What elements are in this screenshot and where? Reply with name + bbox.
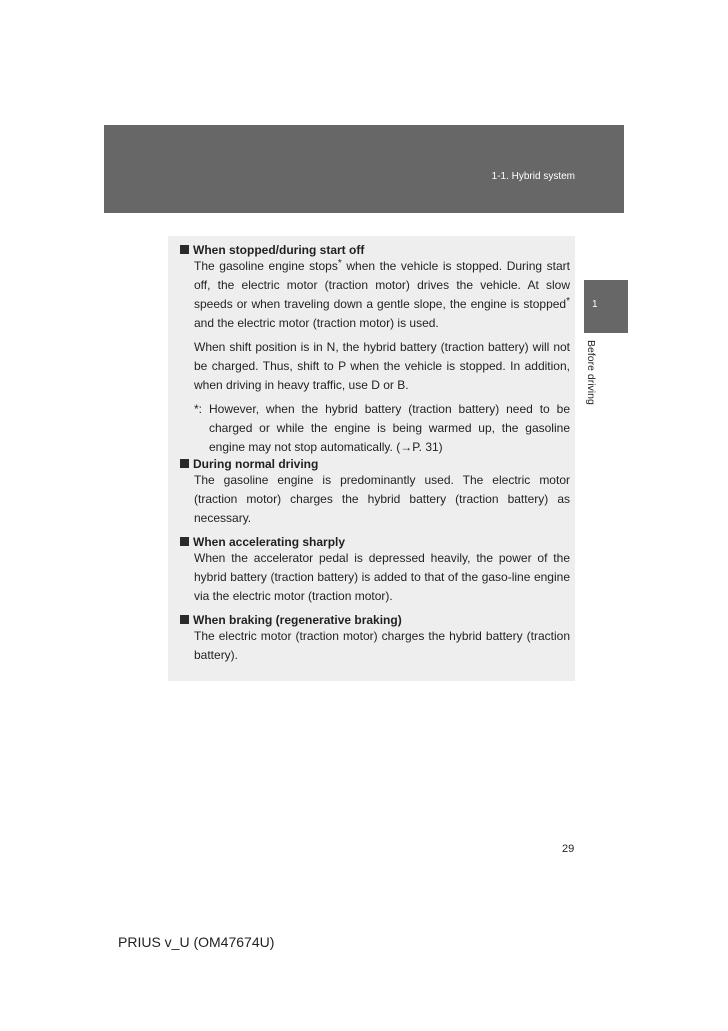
asterisk-mark: * (337, 258, 342, 269)
chapter-number: 1 (592, 299, 598, 310)
section-normal-driving (180, 457, 570, 528)
document-footer: PRIUS v_U (OM47674U) (118, 934, 275, 950)
section-paragraph: The electric motor (traction motor) charges the hybrid battery (traction battery). (194, 629, 570, 662)
chapter-side (584, 340, 606, 420)
square-bullet-icon (180, 537, 189, 546)
section-heading: During normal driving (180, 457, 560, 471)
footnote (194, 400, 570, 457)
section-title: 1-1. Hybrid system (491, 171, 575, 182)
footnote-mark: *: (194, 402, 203, 416)
section-heading: When accelerating sharply (180, 535, 560, 549)
section-paragraph: The gasoline engine is predominantly used. The electric motor (traction motor) charges the hybrid battery (traction battery) as necessary. (194, 473, 570, 525)
section-paragraph: The gasoline engine stops* when the vehicle is stopped. During start off, the electric motor (traction motor) drives the vehicle. At slow speeds or when traveling down a gentle slope, the engine is stopped* and the electric motor (traction motor) is used. (194, 258, 570, 330)
content-box (168, 236, 575, 681)
section-heading: When stopped/during start off (180, 243, 560, 257)
square-bullet-icon (180, 615, 189, 624)
section-stopped (180, 243, 570, 457)
header-band (104, 125, 624, 213)
section-braking (180, 613, 570, 665)
footnote-text: However, when the hybrid battery (traction battery) need to be charged or while the engine is being warmed up, the gasoline engine may not stop automatically. (→P. 31) (209, 402, 570, 454)
section-paragraph: When the accelerator pedal is depressed heavily, the power of the hybrid battery (traction battery) is added to that of the gaso-line engine via the electric motor (traction motor). (194, 551, 570, 603)
square-bullet-icon (180, 245, 189, 254)
asterisk-mark: * (566, 296, 570, 307)
section-accelerating (180, 535, 570, 606)
chapter-title: Before driving (585, 340, 597, 405)
square-bullet-icon (180, 459, 189, 468)
page-number: 29 (562, 843, 575, 855)
chapter-tab (584, 280, 628, 333)
section-paragraph: When shift position is in N, the hybrid battery (traction battery) will not be charged. Thus, shift to P when the vehicle is stopped. In addition, when driving in heavy traffic, use D or B. (194, 340, 570, 392)
section-heading: When braking (regenerative braking) (180, 613, 560, 627)
